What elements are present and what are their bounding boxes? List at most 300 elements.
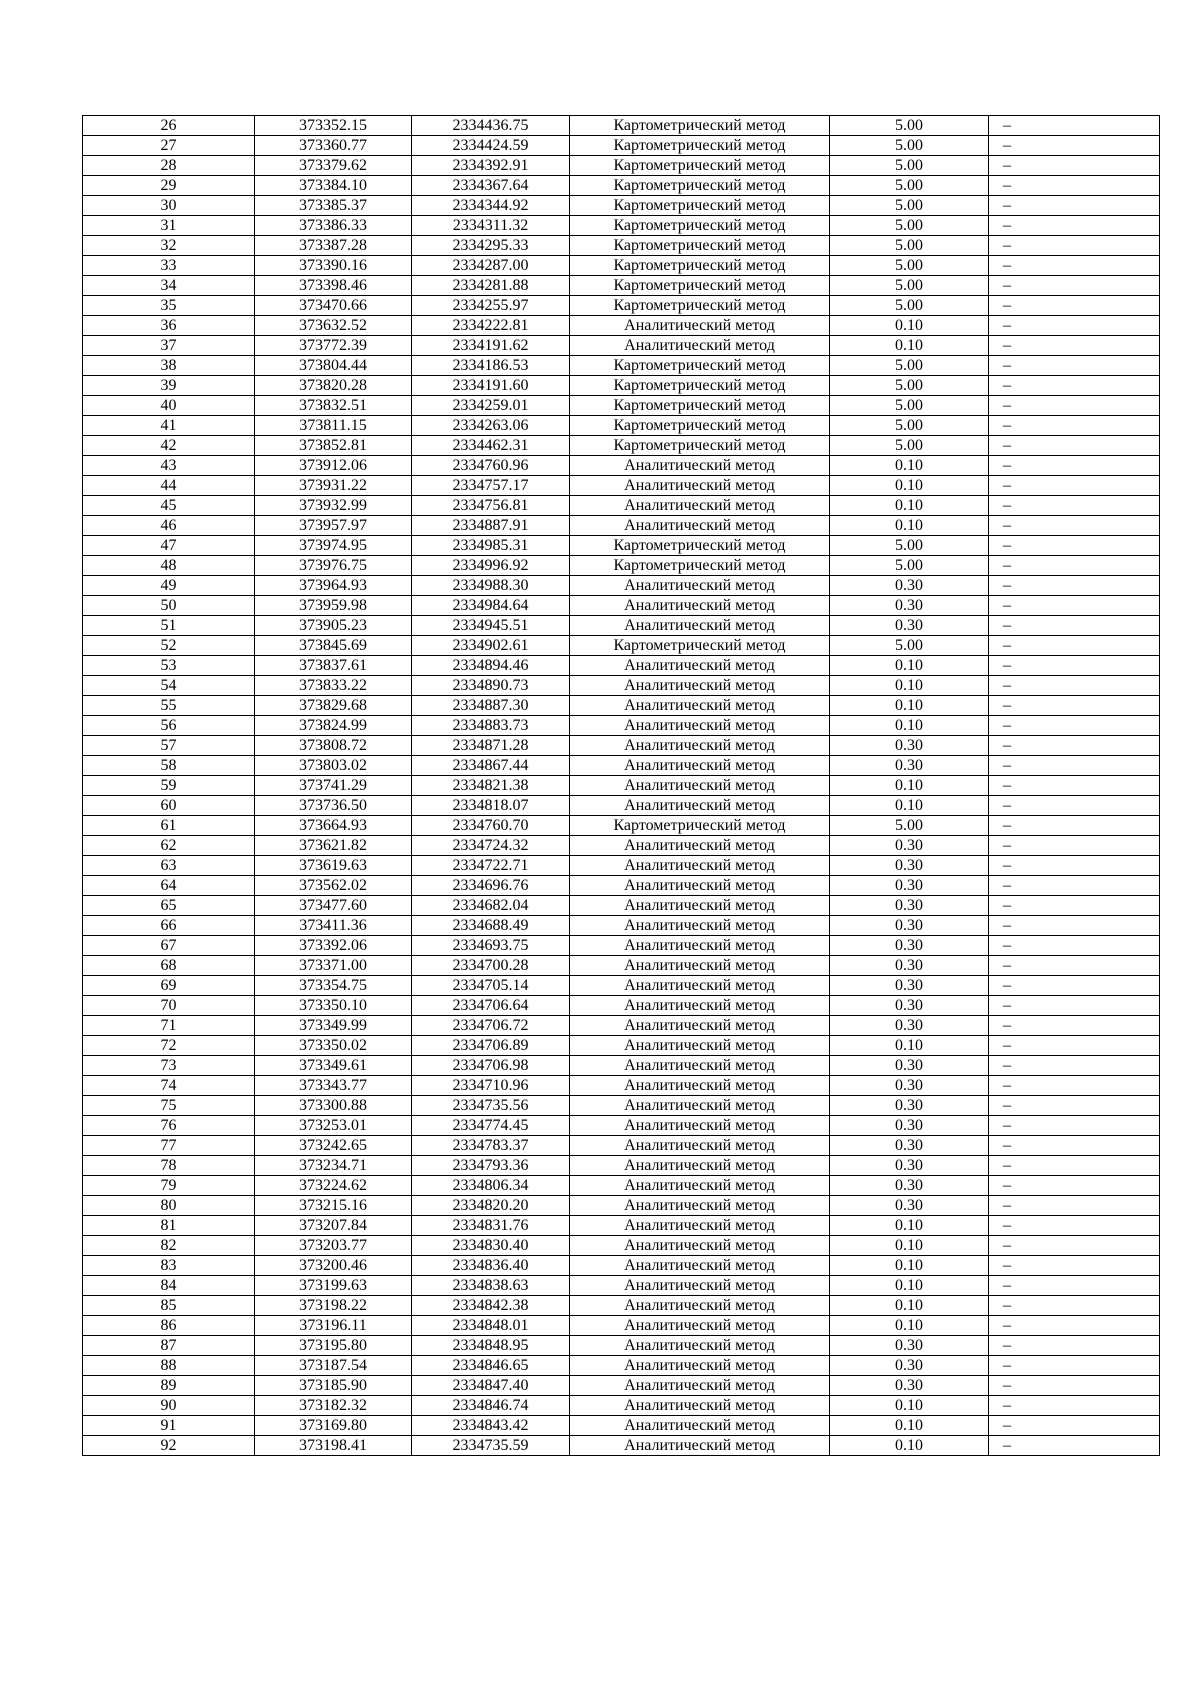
y-coordinate-cell: 2334848.01 [412, 1316, 570, 1336]
accuracy-cell: 0.10 [830, 476, 989, 496]
y-coordinate-cell: 2334806.34 [412, 1176, 570, 1196]
x-coordinate-cell: 373384.10 [255, 176, 412, 196]
method-cell: Аналитический метод [570, 676, 830, 696]
point-number-cell: 90 [83, 1396, 255, 1416]
table-row [83, 876, 1160, 896]
description-cell: – [989, 1256, 1160, 1276]
y-coordinate-cell: 2334436.75 [412, 116, 570, 136]
y-coordinate-cell: 2334831.76 [412, 1216, 570, 1236]
method-cell: Аналитический метод [570, 1176, 830, 1196]
x-coordinate-cell: 373224.62 [255, 1176, 412, 1196]
x-coordinate-cell: 373741.29 [255, 776, 412, 796]
description-cell: – [989, 1116, 1160, 1136]
description-cell: – [989, 956, 1160, 976]
accuracy-cell: 0.30 [830, 1116, 989, 1136]
x-coordinate-cell: 373976.75 [255, 556, 412, 576]
method-cell: Аналитический метод [570, 776, 830, 796]
accuracy-cell: 5.00 [830, 436, 989, 456]
point-number-cell: 73 [83, 1056, 255, 1076]
method-cell: Аналитический метод [570, 316, 830, 336]
y-coordinate-cell: 2334706.64 [412, 996, 570, 1016]
method-cell: Аналитический метод [570, 1256, 830, 1276]
point-number-cell: 92 [83, 1436, 255, 1456]
table-row [83, 1296, 1160, 1316]
method-cell: Аналитический метод [570, 956, 830, 976]
point-number-cell: 42 [83, 436, 255, 456]
x-coordinate-cell: 373360.77 [255, 136, 412, 156]
y-coordinate-cell: 2334757.17 [412, 476, 570, 496]
description-cell: – [989, 936, 1160, 956]
accuracy-cell: 5.00 [830, 556, 989, 576]
method-cell: Картометрический метод [570, 116, 830, 136]
point-number-cell: 62 [83, 836, 255, 856]
accuracy-cell: 5.00 [830, 236, 989, 256]
point-number-cell: 86 [83, 1316, 255, 1336]
accuracy-cell: 0.10 [830, 1256, 989, 1276]
y-coordinate-cell: 2334735.59 [412, 1436, 570, 1456]
point-number-cell: 52 [83, 636, 255, 656]
description-cell: – [989, 336, 1160, 356]
table-row [83, 116, 1160, 136]
description-cell: – [989, 756, 1160, 776]
accuracy-cell: 0.30 [830, 856, 989, 876]
x-coordinate-cell: 373385.37 [255, 196, 412, 216]
accuracy-cell: 0.30 [830, 616, 989, 636]
y-coordinate-cell: 2334984.64 [412, 596, 570, 616]
accuracy-cell: 0.30 [830, 976, 989, 996]
description-cell: – [989, 1076, 1160, 1096]
method-cell: Аналитический метод [570, 476, 830, 496]
y-coordinate-cell: 2334462.31 [412, 436, 570, 456]
x-coordinate-cell: 373386.33 [255, 216, 412, 236]
point-number-cell: 67 [83, 936, 255, 956]
accuracy-cell: 0.30 [830, 1376, 989, 1396]
table-row [83, 916, 1160, 936]
table-row [83, 1236, 1160, 1256]
description-cell: – [989, 596, 1160, 616]
description-cell: – [989, 656, 1160, 676]
x-coordinate-cell: 373905.23 [255, 616, 412, 636]
x-coordinate-cell: 373619.63 [255, 856, 412, 876]
y-coordinate-cell: 2334890.73 [412, 676, 570, 696]
y-coordinate-cell: 2334344.92 [412, 196, 570, 216]
point-number-cell: 55 [83, 696, 255, 716]
x-coordinate-cell: 373350.02 [255, 1036, 412, 1056]
point-number-cell: 29 [83, 176, 255, 196]
method-cell: Картометрический метод [570, 136, 830, 156]
y-coordinate-cell: 2334281.88 [412, 276, 570, 296]
description-cell: – [989, 1376, 1160, 1396]
x-coordinate-cell: 373387.28 [255, 236, 412, 256]
y-coordinate-cell: 2334988.30 [412, 576, 570, 596]
method-cell: Аналитический метод [570, 616, 830, 636]
accuracy-cell: 0.30 [830, 1336, 989, 1356]
point-number-cell: 43 [83, 456, 255, 476]
accuracy-cell: 0.10 [830, 1216, 989, 1236]
table-row [83, 756, 1160, 776]
point-number-cell: 54 [83, 676, 255, 696]
x-coordinate-cell: 373196.11 [255, 1316, 412, 1336]
method-cell: Картометрический метод [570, 396, 830, 416]
point-number-cell: 91 [83, 1416, 255, 1436]
method-cell: Аналитический метод [570, 1076, 830, 1096]
x-coordinate-cell: 373343.77 [255, 1076, 412, 1096]
x-coordinate-cell: 373477.60 [255, 896, 412, 916]
point-number-cell: 45 [83, 496, 255, 516]
y-coordinate-cell: 2334367.64 [412, 176, 570, 196]
accuracy-cell: 0.30 [830, 1156, 989, 1176]
x-coordinate-cell: 373207.84 [255, 1216, 412, 1236]
x-coordinate-cell: 373195.80 [255, 1336, 412, 1356]
table-row [83, 196, 1160, 216]
accuracy-cell: 0.30 [830, 996, 989, 1016]
method-cell: Аналитический метод [570, 1336, 830, 1356]
method-cell: Аналитический метод [570, 1096, 830, 1116]
description-cell: – [989, 636, 1160, 656]
method-cell: Аналитический метод [570, 796, 830, 816]
accuracy-cell: 0.10 [830, 696, 989, 716]
x-coordinate-cell: 373811.15 [255, 416, 412, 436]
x-coordinate-cell: 373379.62 [255, 156, 412, 176]
method-cell: Аналитический метод [570, 1276, 830, 1296]
table-row [83, 1016, 1160, 1036]
table-row [83, 956, 1160, 976]
table-row [83, 976, 1160, 996]
x-coordinate-cell: 373392.06 [255, 936, 412, 956]
x-coordinate-cell: 373349.99 [255, 1016, 412, 1036]
accuracy-cell: 0.30 [830, 736, 989, 756]
point-number-cell: 30 [83, 196, 255, 216]
method-cell: Аналитический метод [570, 1216, 830, 1236]
table-row [83, 236, 1160, 256]
accuracy-cell: 5.00 [830, 356, 989, 376]
table-row [83, 1096, 1160, 1116]
y-coordinate-cell: 2334424.59 [412, 136, 570, 156]
description-cell: – [989, 356, 1160, 376]
method-cell: Картометрический метод [570, 636, 830, 656]
point-number-cell: 57 [83, 736, 255, 756]
x-coordinate-cell: 373957.97 [255, 516, 412, 536]
table-row [83, 796, 1160, 816]
method-cell: Аналитический метод [570, 736, 830, 756]
accuracy-cell: 0.30 [830, 596, 989, 616]
x-coordinate-cell: 373912.06 [255, 456, 412, 476]
description-cell: – [989, 876, 1160, 896]
table-row [83, 1376, 1160, 1396]
accuracy-cell: 0.30 [830, 1196, 989, 1216]
y-coordinate-cell: 2334783.37 [412, 1136, 570, 1156]
description-cell: – [989, 1056, 1160, 1076]
point-number-cell: 75 [83, 1096, 255, 1116]
x-coordinate-cell: 373242.65 [255, 1136, 412, 1156]
x-coordinate-cell: 373198.22 [255, 1296, 412, 1316]
table-row [83, 416, 1160, 436]
x-coordinate-cell: 373234.71 [255, 1156, 412, 1176]
table-row [83, 816, 1160, 836]
table-row [83, 576, 1160, 596]
x-coordinate-cell: 373621.82 [255, 836, 412, 856]
accuracy-cell: 0.10 [830, 316, 989, 336]
point-number-cell: 44 [83, 476, 255, 496]
y-coordinate-cell: 2334191.62 [412, 336, 570, 356]
point-number-cell: 58 [83, 756, 255, 776]
y-coordinate-cell: 2334191.60 [412, 376, 570, 396]
point-number-cell: 56 [83, 716, 255, 736]
x-coordinate-cell: 373200.46 [255, 1256, 412, 1276]
method-cell: Аналитический метод [570, 1036, 830, 1056]
table-row [83, 636, 1160, 656]
description-cell: – [989, 996, 1160, 1016]
y-coordinate-cell: 2334724.32 [412, 836, 570, 856]
y-coordinate-cell: 2334902.61 [412, 636, 570, 656]
description-cell: – [989, 556, 1160, 576]
x-coordinate-cell: 373664.93 [255, 816, 412, 836]
y-coordinate-cell: 2334735.56 [412, 1096, 570, 1116]
table-row [83, 556, 1160, 576]
accuracy-cell: 5.00 [830, 256, 989, 276]
table-row [83, 596, 1160, 616]
y-coordinate-cell: 2334693.75 [412, 936, 570, 956]
accuracy-cell: 0.10 [830, 796, 989, 816]
table-row [83, 456, 1160, 476]
point-number-cell: 76 [83, 1116, 255, 1136]
point-number-cell: 81 [83, 1216, 255, 1236]
method-cell: Аналитический метод [570, 876, 830, 896]
accuracy-cell: 0.30 [830, 576, 989, 596]
table-row [83, 256, 1160, 276]
y-coordinate-cell: 2334843.42 [412, 1416, 570, 1436]
table-row [83, 1056, 1160, 1076]
point-number-cell: 79 [83, 1176, 255, 1196]
point-number-cell: 82 [83, 1236, 255, 1256]
table-row [83, 1256, 1160, 1276]
point-number-cell: 61 [83, 816, 255, 836]
accuracy-cell: 0.30 [830, 1016, 989, 1036]
x-coordinate-cell: 373931.22 [255, 476, 412, 496]
y-coordinate-cell: 2334259.01 [412, 396, 570, 416]
accuracy-cell: 5.00 [830, 536, 989, 556]
point-number-cell: 28 [83, 156, 255, 176]
accuracy-cell: 0.30 [830, 916, 989, 936]
description-cell: – [989, 1136, 1160, 1156]
description-cell: – [989, 616, 1160, 636]
description-cell: – [989, 236, 1160, 256]
description-cell: – [989, 1316, 1160, 1336]
y-coordinate-cell: 2334688.49 [412, 916, 570, 936]
table-row [83, 176, 1160, 196]
description-cell: – [989, 1196, 1160, 1216]
accuracy-cell: 0.30 [830, 1356, 989, 1376]
method-cell: Аналитический метод [570, 1396, 830, 1416]
description-cell: – [989, 216, 1160, 236]
table-row [83, 356, 1160, 376]
y-coordinate-cell: 2334793.36 [412, 1156, 570, 1176]
accuracy-cell: 5.00 [830, 156, 989, 176]
accuracy-cell: 5.00 [830, 216, 989, 236]
y-coordinate-cell: 2334847.40 [412, 1376, 570, 1396]
x-coordinate-cell: 373198.41 [255, 1436, 412, 1456]
method-cell: Аналитический метод [570, 576, 830, 596]
x-coordinate-cell: 373371.00 [255, 956, 412, 976]
description-cell: – [989, 1096, 1160, 1116]
y-coordinate-cell: 2334838.63 [412, 1276, 570, 1296]
description-cell: – [989, 976, 1160, 996]
x-coordinate-cell: 373354.75 [255, 976, 412, 996]
description-cell: – [989, 496, 1160, 516]
description-cell: – [989, 896, 1160, 916]
method-cell: Картометрический метод [570, 176, 830, 196]
accuracy-cell: 5.00 [830, 136, 989, 156]
method-cell: Картометрический метод [570, 536, 830, 556]
table-row [83, 296, 1160, 316]
x-coordinate-cell: 373390.16 [255, 256, 412, 276]
y-coordinate-cell: 2334392.91 [412, 156, 570, 176]
description-cell: – [989, 716, 1160, 736]
point-number-cell: 36 [83, 316, 255, 336]
accuracy-cell: 0.10 [830, 1036, 989, 1056]
accuracy-cell: 0.30 [830, 1176, 989, 1196]
accuracy-cell: 0.10 [830, 1436, 989, 1456]
accuracy-cell: 5.00 [830, 376, 989, 396]
point-number-cell: 64 [83, 876, 255, 896]
method-cell: Аналитический метод [570, 716, 830, 736]
point-number-cell: 85 [83, 1296, 255, 1316]
y-coordinate-cell: 2334871.28 [412, 736, 570, 756]
description-cell: – [989, 376, 1160, 396]
description-cell: – [989, 516, 1160, 536]
description-cell: – [989, 1216, 1160, 1236]
accuracy-cell: 5.00 [830, 396, 989, 416]
description-cell: – [989, 1396, 1160, 1416]
point-number-cell: 32 [83, 236, 255, 256]
description-cell: – [989, 296, 1160, 316]
point-number-cell: 77 [83, 1136, 255, 1156]
description-cell: – [989, 796, 1160, 816]
accuracy-cell: 5.00 [830, 816, 989, 836]
description-cell: – [989, 316, 1160, 336]
accuracy-cell: 0.10 [830, 676, 989, 696]
table-row [83, 1396, 1160, 1416]
point-number-cell: 89 [83, 1376, 255, 1396]
table-row [83, 1136, 1160, 1156]
method-cell: Картометрический метод [570, 416, 830, 436]
description-cell: – [989, 676, 1160, 696]
description-cell: – [989, 1176, 1160, 1196]
description-cell: – [989, 536, 1160, 556]
method-cell: Картометрический метод [570, 356, 830, 376]
point-number-cell: 70 [83, 996, 255, 1016]
description-cell: – [989, 1296, 1160, 1316]
point-number-cell: 59 [83, 776, 255, 796]
method-cell: Картометрический метод [570, 556, 830, 576]
point-number-cell: 74 [83, 1076, 255, 1096]
y-coordinate-cell: 2334287.00 [412, 256, 570, 276]
description-cell: – [989, 396, 1160, 416]
point-number-cell: 84 [83, 1276, 255, 1296]
method-cell: Картометрический метод [570, 236, 830, 256]
accuracy-cell: 0.10 [830, 336, 989, 356]
x-coordinate-cell: 373964.93 [255, 576, 412, 596]
x-coordinate-cell: 373736.50 [255, 796, 412, 816]
y-coordinate-cell: 2334821.38 [412, 776, 570, 796]
coordinates-table [82, 115, 1160, 1456]
x-coordinate-cell: 373253.01 [255, 1116, 412, 1136]
method-cell: Аналитический метод [570, 696, 830, 716]
accuracy-cell: 5.00 [830, 416, 989, 436]
x-coordinate-cell: 373203.77 [255, 1236, 412, 1256]
accuracy-cell: 5.00 [830, 196, 989, 216]
y-coordinate-cell: 2334700.28 [412, 956, 570, 976]
x-coordinate-cell: 373215.16 [255, 1196, 412, 1216]
point-number-cell: 60 [83, 796, 255, 816]
x-coordinate-cell: 373772.39 [255, 336, 412, 356]
table-row [83, 736, 1160, 756]
y-coordinate-cell: 2334186.53 [412, 356, 570, 376]
x-coordinate-cell: 373804.44 [255, 356, 412, 376]
method-cell: Аналитический метод [570, 936, 830, 956]
y-coordinate-cell: 2334945.51 [412, 616, 570, 636]
method-cell: Картометрический метод [570, 276, 830, 296]
x-coordinate-cell: 373974.95 [255, 536, 412, 556]
y-coordinate-cell: 2334846.74 [412, 1396, 570, 1416]
accuracy-cell: 5.00 [830, 636, 989, 656]
y-coordinate-cell: 2334311.32 [412, 216, 570, 236]
description-cell: – [989, 836, 1160, 856]
table-row [83, 996, 1160, 1016]
method-cell: Аналитический метод [570, 896, 830, 916]
description-cell: – [989, 736, 1160, 756]
accuracy-cell: 0.30 [830, 956, 989, 976]
method-cell: Аналитический метод [570, 916, 830, 936]
point-number-cell: 80 [83, 1196, 255, 1216]
method-cell: Аналитический метод [570, 1116, 830, 1136]
accuracy-cell: 5.00 [830, 116, 989, 136]
description-cell: – [989, 1156, 1160, 1176]
y-coordinate-cell: 2334696.76 [412, 876, 570, 896]
x-coordinate-cell: 373803.02 [255, 756, 412, 776]
accuracy-cell: 0.10 [830, 1416, 989, 1436]
y-coordinate-cell: 2334295.33 [412, 236, 570, 256]
table-row [83, 536, 1160, 556]
point-number-cell: 49 [83, 576, 255, 596]
y-coordinate-cell: 2334848.95 [412, 1336, 570, 1356]
description-cell: – [989, 476, 1160, 496]
description-cell: – [989, 1276, 1160, 1296]
method-cell: Картометрический метод [570, 196, 830, 216]
accuracy-cell: 0.10 [830, 1316, 989, 1336]
table-row [83, 676, 1160, 696]
table-row [83, 376, 1160, 396]
description-cell: – [989, 576, 1160, 596]
point-number-cell: 34 [83, 276, 255, 296]
table-row [83, 1156, 1160, 1176]
y-coordinate-cell: 2334985.31 [412, 536, 570, 556]
x-coordinate-cell: 373959.98 [255, 596, 412, 616]
description-cell: – [989, 456, 1160, 476]
table-row [83, 616, 1160, 636]
point-number-cell: 50 [83, 596, 255, 616]
y-coordinate-cell: 2334756.81 [412, 496, 570, 516]
y-coordinate-cell: 2334867.44 [412, 756, 570, 776]
accuracy-cell: 0.10 [830, 456, 989, 476]
description-cell: – [989, 116, 1160, 136]
accuracy-cell: 0.10 [830, 1236, 989, 1256]
description-cell: – [989, 196, 1160, 216]
y-coordinate-cell: 2334722.71 [412, 856, 570, 876]
point-number-cell: 38 [83, 356, 255, 376]
point-number-cell: 31 [83, 216, 255, 236]
table-row [83, 776, 1160, 796]
